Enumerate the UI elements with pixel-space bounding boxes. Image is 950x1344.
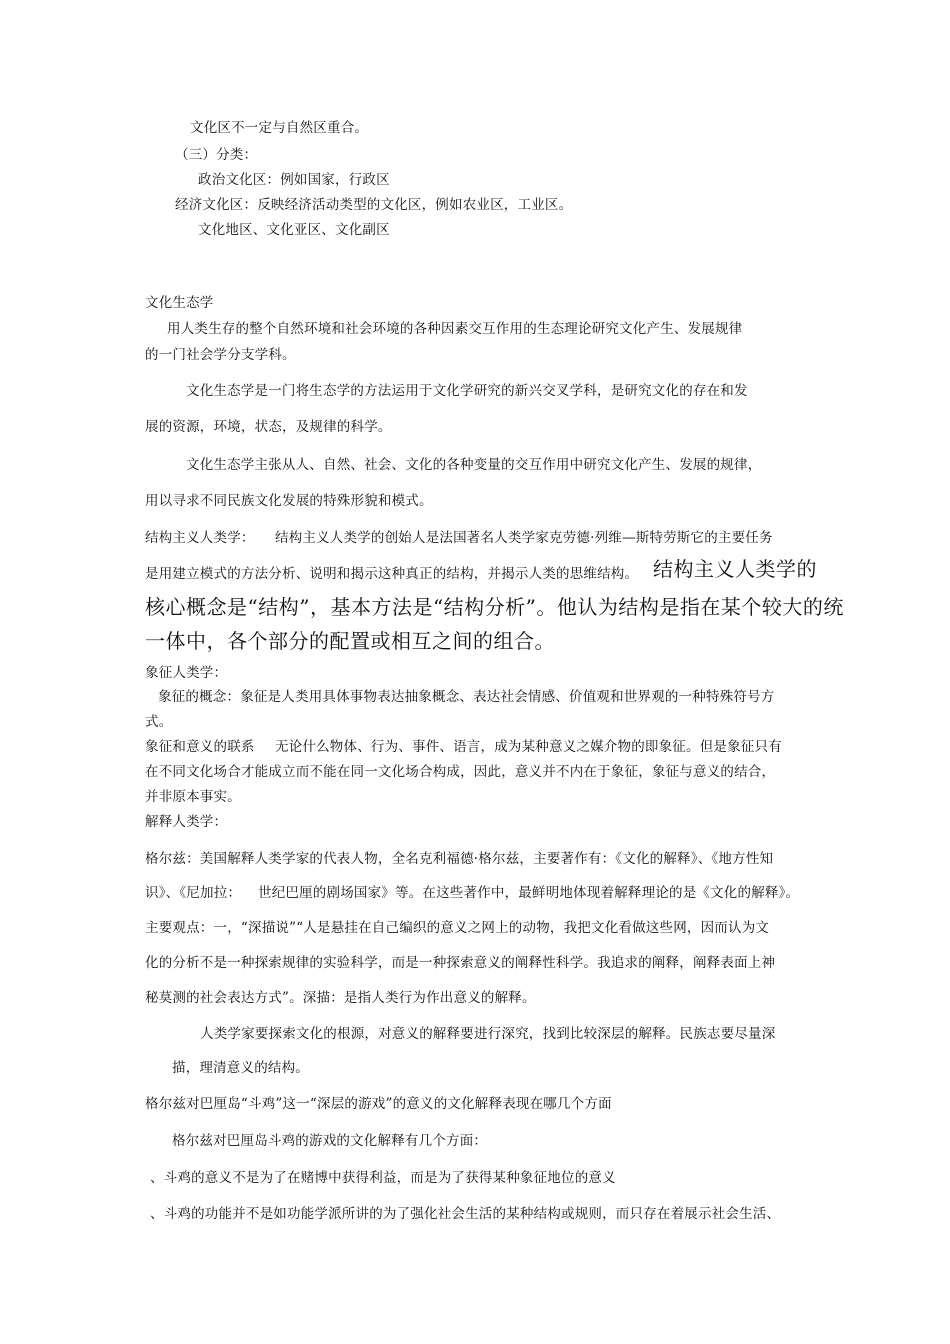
text-line: 在不同文化场合才能成立而不能在同一文化场合构成，因此，意义并不内在于象征，象征与意义的结合， <box>145 764 776 780</box>
text-line: 世纪巴厘的剧场国家》等。在这些著作中，最鲜明地体现着解释理论的是《文化的解释》。 <box>258 885 800 901</box>
text-line: 的一门社会学分支学科。 <box>145 347 296 363</box>
text-line: 无论什么物体、行为、事件、语言，成为某种意义之媒介物的即象征。但是象征只有 <box>275 739 782 755</box>
text-line: 是用建立模式的方法分析、说明和揭示这种真正的结构，并揭示人类的思维结构。 <box>145 566 639 582</box>
emphasis-text: 结构主义人类学的 <box>653 557 817 581</box>
text-line: 展的资源，环境，状态，及规律的科学。 <box>145 419 392 435</box>
emphasis-text: 一体中，各个部分的配置或相互之间的组合。 <box>145 629 555 653</box>
text-line: 识》、《尼加拉： <box>145 885 242 901</box>
text-line: 政治文化区：例如国家，行政区 <box>198 172 390 188</box>
section-heading: 象征人类学： <box>145 665 228 681</box>
text-line: 用以寻求不同民族文化发展的特殊形貌和模式。 <box>145 493 433 509</box>
text-line: 经济文化区：反映经济活动类型的文化区，例如农业区，工业区。 <box>175 197 573 213</box>
text-line: 用人类生存的整个自然环境和社会环境的各种因素交互作用的生态理论研究文化产生、发展规律 <box>167 321 743 337</box>
text-line: 并非原本事实。 <box>145 789 241 805</box>
section-heading: 结构主义人类学： <box>145 530 255 546</box>
text-line: 象征的概念：象征是人类用具体事物表达抽象概念、表达社会情感、价值观和世界观的一种特殊符号方 <box>158 689 775 705</box>
list-item: 、斗鸡的功能并不是如功能学派所讲的为了强化社会生活的某种结构或规则，而只存在着展示社会生活、 <box>150 1206 781 1222</box>
section-heading: 文化生态学 <box>145 295 214 311</box>
list-item: 、斗鸡的意义不是为了在赌博中获得利益，而是为了获得某种象征地位的意义 <box>150 1170 616 1186</box>
text-line: 描，理清意义的结构。 <box>172 1060 309 1076</box>
text-line: 文化生态学是一门将生态学的方法运用于文化学研究的新兴交叉学科，是研究文化的存在和发 <box>186 383 748 399</box>
text-line: 格尔兹：美国解释人类学家的代表人物，全名克利福德·格尔兹，主要著作有：《文化的解释》、《地方性知 <box>145 851 774 867</box>
text-line: 结构主义人类学的创始人是法国著名人类学家克劳德·列维—斯特劳斯它的主要任务 <box>275 530 773 546</box>
text-line: 格尔兹对巴厘岛斗鸡的游戏的文化解释有几个方面： <box>172 1133 488 1149</box>
text-line: 化的分析不是一种探索规律的实验科学，而是一种探索意义的阐释性科学。我追求的阐释，阐释表面上神 <box>145 955 776 971</box>
text-line: 秘莫测的社会表达方式”。深描：是指人类行为作出意义的解释。 <box>145 990 536 1006</box>
text-line: 象征和意义的联系 <box>145 739 255 755</box>
text-line: 式。 <box>145 714 173 730</box>
section-heading: （三）分类： <box>175 147 258 163</box>
section-heading: 解释人类学： <box>145 814 228 830</box>
emphasis-text: 核心概念是“结构”，基本方法是“结构分析”。他认为结构是指在某个较大的统 <box>145 595 844 619</box>
text-line: 人类学家要探索文化的根源，对意义的解释要进行深究，找到比较深层的解释。民族志要尽量深 <box>200 1026 776 1042</box>
text-line: 文化生态学主张从人、自然、社会、文化的各种变量的交互作用中研究文化产生、发展的规律， <box>186 457 762 473</box>
text-line: 文化地区、文化亚区、文化副区 <box>198 222 390 238</box>
text-line: 主要观点：一，“深描说”“人是悬挂在自己编织的意义之网上的动物，我把文化看做这些网，因而认为文 <box>145 920 770 936</box>
section-heading: 格尔兹对巴厘岛“斗鸡”这一“深层的游戏”的意义的文化解释表现在哪几个方面 <box>145 1096 612 1112</box>
text-line: 文化区不一定与自然区重合。 <box>190 120 369 136</box>
